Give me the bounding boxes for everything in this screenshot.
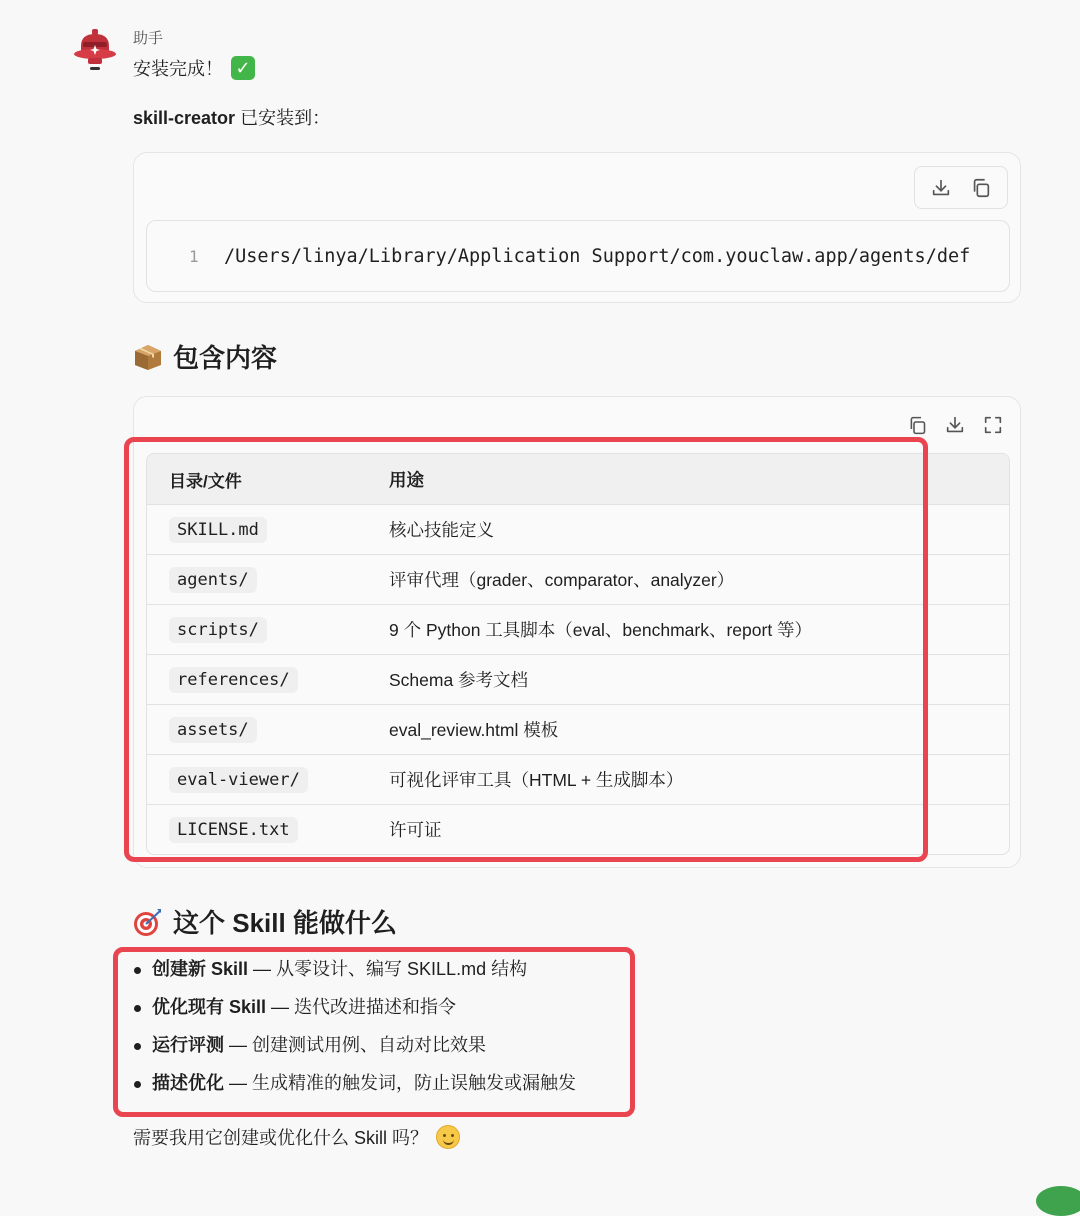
copy-icon[interactable] bbox=[904, 412, 930, 438]
item-title: 创建新 Skill bbox=[152, 959, 249, 979]
installed-to-text: 已安装到： bbox=[235, 108, 331, 128]
list-item bbox=[133, 1069, 576, 1107]
table-row bbox=[147, 704, 1009, 754]
item-title: 运行评测 bbox=[152, 1035, 224, 1055]
list-item bbox=[133, 993, 576, 1031]
list-item bbox=[133, 1031, 576, 1069]
code-block bbox=[133, 152, 1021, 303]
code-content[interactable] bbox=[146, 220, 1010, 292]
path-cell: agents/ bbox=[169, 567, 257, 593]
path-cell: references/ bbox=[169, 667, 298, 693]
smile-emoji-icon bbox=[436, 1125, 460, 1149]
table-row bbox=[147, 804, 1009, 854]
contents-heading-text: 包含内容 bbox=[173, 343, 278, 373]
path-cell: eval-viewer/ bbox=[169, 767, 308, 793]
code-path: /Users/linya/Library/Application Support/com.youclaw.app/agents/def bbox=[224, 245, 971, 267]
intro-text: 安装完成！ bbox=[133, 59, 223, 79]
copy-icon[interactable] bbox=[968, 175, 994, 201]
download-icon[interactable] bbox=[942, 412, 968, 438]
item-text: — 迭代改进描述和指令 bbox=[266, 997, 457, 1017]
table-row bbox=[147, 504, 1009, 554]
header-purpose: 用途 bbox=[389, 469, 424, 490]
check-mark-icon: ✓ bbox=[231, 56, 255, 80]
fullscreen-icon[interactable] bbox=[980, 412, 1006, 438]
purpose-cell: 9 个 Python 工具脚本（eval、benchmark、report 等） bbox=[389, 620, 813, 640]
purpose-cell: 核心技能定义 bbox=[389, 520, 494, 540]
path-cell: assets/ bbox=[169, 717, 257, 743]
item-text: — 创建测试用例、自动对比效果 bbox=[224, 1035, 487, 1055]
item-title: 描述优化 bbox=[152, 1073, 224, 1093]
skill-heading-text: 这个 Skill 能做什么 bbox=[173, 908, 397, 938]
purpose-cell: eval_review.html 模板 bbox=[389, 720, 559, 740]
skill-heading bbox=[133, 903, 397, 940]
line-number: 1 bbox=[189, 246, 199, 266]
purpose-cell: 评审代理（grader、comparator、analyzer） bbox=[389, 570, 735, 590]
table-header-row bbox=[147, 454, 1009, 504]
purpose-cell: 可视化评审工具（HTML + 生成脚本） bbox=[389, 770, 684, 790]
item-text: — 从零设计、编写 SKILL.md 结构 bbox=[248, 959, 528, 979]
table-row bbox=[147, 604, 1009, 654]
path-cell: SKILL.md bbox=[169, 517, 267, 543]
path-cell: LICENSE.txt bbox=[169, 817, 298, 843]
purpose-cell: Schema 参考文档 bbox=[389, 670, 529, 690]
sender-name: 助手 bbox=[133, 30, 164, 47]
target-icon bbox=[133, 907, 163, 937]
path-cell: scripts/ bbox=[169, 617, 267, 643]
download-icon[interactable] bbox=[928, 175, 954, 201]
intro-line bbox=[133, 55, 255, 81]
robot-avatar-icon bbox=[73, 28, 117, 72]
skill-name: skill-creator bbox=[133, 108, 236, 128]
closing-line bbox=[133, 1124, 460, 1150]
header-path: 目录/文件 bbox=[169, 471, 242, 491]
table-row bbox=[147, 554, 1009, 604]
item-text: — 生成精准的触发词，防止误触发或漏触发 bbox=[224, 1073, 577, 1093]
contents-table bbox=[146, 453, 1010, 855]
list-item bbox=[133, 955, 576, 993]
install-line bbox=[133, 104, 330, 130]
skill-capability-list bbox=[133, 955, 576, 1107]
contents-table-card bbox=[133, 396, 1021, 868]
table-toolbar bbox=[904, 412, 1006, 438]
table-row bbox=[147, 654, 1009, 704]
item-title: 优化现有 Skill bbox=[152, 997, 267, 1017]
purpose-cell: 许可证 bbox=[389, 820, 442, 840]
code-actions bbox=[914, 166, 1008, 209]
closing-text: 需要我用它创建或优化什么 Skill 吗？ bbox=[133, 1128, 429, 1148]
table-row bbox=[147, 754, 1009, 804]
scroll-button-icon[interactable] bbox=[1036, 1186, 1080, 1216]
contents-heading bbox=[133, 338, 277, 375]
package-icon bbox=[133, 343, 163, 371]
